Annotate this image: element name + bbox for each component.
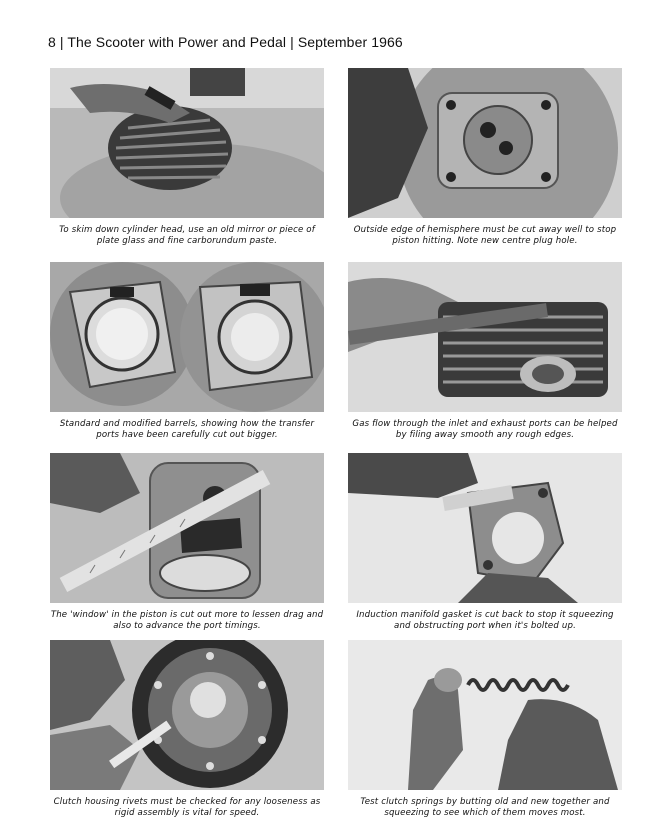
figure-hemisphere — [348, 68, 622, 247]
figure-cylinder-head — [50, 68, 324, 247]
photo-gasket — [348, 453, 622, 603]
page-header: 8 | The Scooter with Power and Pedal | September 1966 — [48, 34, 403, 50]
figure-filing-ports — [348, 262, 622, 441]
photo-barrels — [50, 262, 324, 412]
photo-clutch-housing — [50, 640, 324, 790]
caption: Standard and modified barrels, showing how the transfer ports have been carefully cut out bigger. — [59, 419, 315, 440]
caption: Gas flow through the inlet and exhaust ports can be helped by filing away smooth any rough edges. — [352, 419, 618, 440]
photo-filing-ports — [348, 262, 622, 412]
caption: The 'window' in the piston is cut out more to lessen drag and also to advance the port timings. — [50, 610, 324, 631]
caption: Test clutch springs by butting old and new together and squeezing to see which of them moves most. — [360, 797, 610, 818]
figure-gasket — [348, 453, 622, 632]
figure-clutch-housing — [50, 640, 324, 819]
caption: Clutch housing rivets must be checked for any looseness as rigid assembly is vital for speed. — [53, 797, 321, 818]
figure-barrels — [50, 262, 324, 441]
caption: To skim down cylinder head, use an old mirror or piece of plate glass and fine carborundum paste. — [59, 225, 315, 246]
caption: Outside edge of hemisphere must be cut away well to stop piston hitting. Note new centre plug hole. — [353, 225, 617, 246]
caption: Induction manifold gasket is cut back to stop it squeezing and obstructing port when it's bolted up. — [356, 610, 614, 631]
figure-clutch-springs — [348, 640, 622, 819]
figure-piston-window — [50, 453, 324, 632]
photo-clutch-springs — [348, 640, 622, 790]
photo-piston-window — [50, 453, 324, 603]
photo-hemisphere — [348, 68, 622, 218]
photo-cylinder-head — [50, 68, 324, 218]
